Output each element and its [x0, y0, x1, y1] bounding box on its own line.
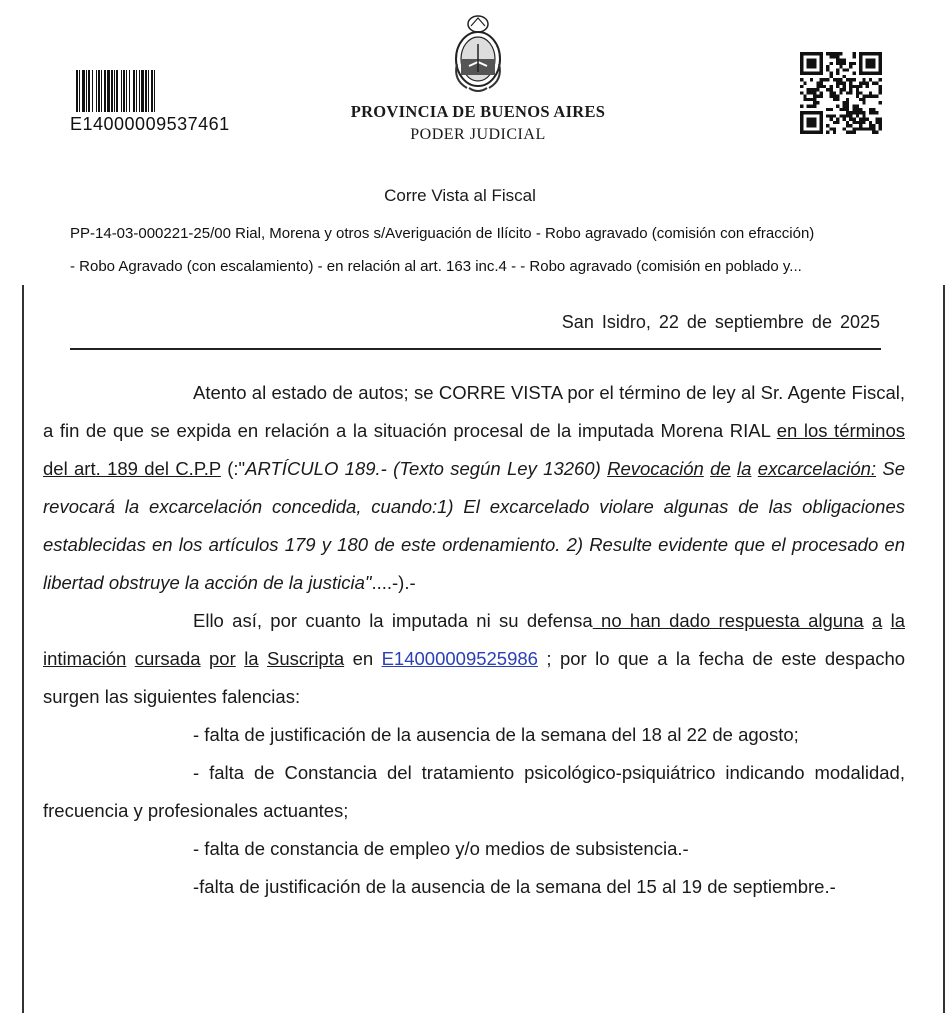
p1-text-b: (:" — [220, 458, 246, 479]
p1-underlined-ref: en los términos del art. 189 del C.P.P — [43, 420, 905, 479]
p2-text: Ello así, por cuanto la imputada ni su defensa — [193, 610, 593, 631]
judicial-branch: PODER JUDICIAL — [410, 126, 546, 143]
article-quote-body: Se revocará la excarcelación concedida, cuando:1) El excarcelado violare algunas de las obligaciones establecidas en los artículos 179 y 180 de este ordenamiento. 2) Resulte evidente que el procesado en libertad obstruye la acción de la justicia" — [43, 458, 906, 593]
p2-underline-6: por — [209, 648, 236, 669]
header-divider — [70, 348, 881, 350]
page-border-left — [22, 285, 24, 1013]
p2-underline-8: Suscripta — [267, 648, 345, 669]
document-date: San Isidro, 22 de septiembre de 2025 — [561, 312, 880, 332]
case-caption-line-2: - Robo Agravado (con escalamiento) - en relación al art. 163 inc.4 - - Robo agravado (comisión en poblado y... — [70, 258, 802, 275]
barcode-number: E14000009537461 — [70, 114, 230, 134]
qr-code-image — [800, 52, 882, 134]
coat-of-arms-seal — [449, 14, 507, 94]
article-quote-u1: Revocación — [607, 458, 704, 479]
p2-underline-3: la — [890, 610, 905, 631]
p1-text-c: ....-).- — [371, 572, 416, 593]
document-title: Corre Vista al Fiscal — [384, 186, 536, 205]
document-body — [43, 374, 905, 906]
deficiency-item-3: - falta de constancia de empleo y/o medios de subsistencia.- — [193, 838, 689, 859]
case-caption-line-1: PP-14-03-000221-25/00 Rial, Morena y otros s/Averiguación de Ilícito - Robo agravado (comisión con efracción) — [70, 225, 815, 242]
p2-underline-4: intimación — [43, 648, 127, 669]
page-border-right — [943, 285, 945, 1013]
referenced-document-link[interactable]: E14000009525986 — [381, 648, 538, 669]
article-quote-heading: ARTÍCULO 189.- (Texto según Ley 13260) — [245, 458, 608, 479]
paragraph-1 — [43, 374, 905, 602]
article-quote-u2: de — [710, 458, 731, 479]
p2-underline-1: no han dado respuesta alguna — [592, 610, 864, 631]
paragraph-2 — [43, 602, 905, 716]
p2-underline-2: a — [871, 610, 883, 631]
article-quote-u4: excarcelación: — [757, 458, 877, 479]
p2-text-c: ; por lo que a la fecha de este despacho surgen las siguientes falencias: — [43, 648, 906, 707]
p2-underline-5: cursada — [134, 648, 201, 669]
p1-text: Atento al estado de autos; se CORRE VISTA por el término de ley al Sr. Agente Fiscal, a fin de que se expida en relación a la situación procesal de la imputada Morena RIAL — [43, 382, 905, 441]
article-quote-u3: la — [737, 458, 752, 479]
province-name: PROVINCIA DE BUENOS AIRES — [350, 102, 606, 121]
deficiency-item-2: - falta de Constancia del tratamiento psicológico-psiquiátrico indicando modalidad, frecuencia y profesionales actuantes; — [43, 762, 905, 821]
deficiency-item-4: -falta de justificación de la ausencia de la semana del 15 al 19 de septiembre.- — [193, 876, 836, 897]
deficiency-item-1: - falta de justificación de la ausencia de la semana del 18 al 22 de agosto; — [193, 724, 799, 745]
p2-underline-7: la — [244, 648, 259, 669]
p2-text-b: en — [344, 648, 382, 669]
